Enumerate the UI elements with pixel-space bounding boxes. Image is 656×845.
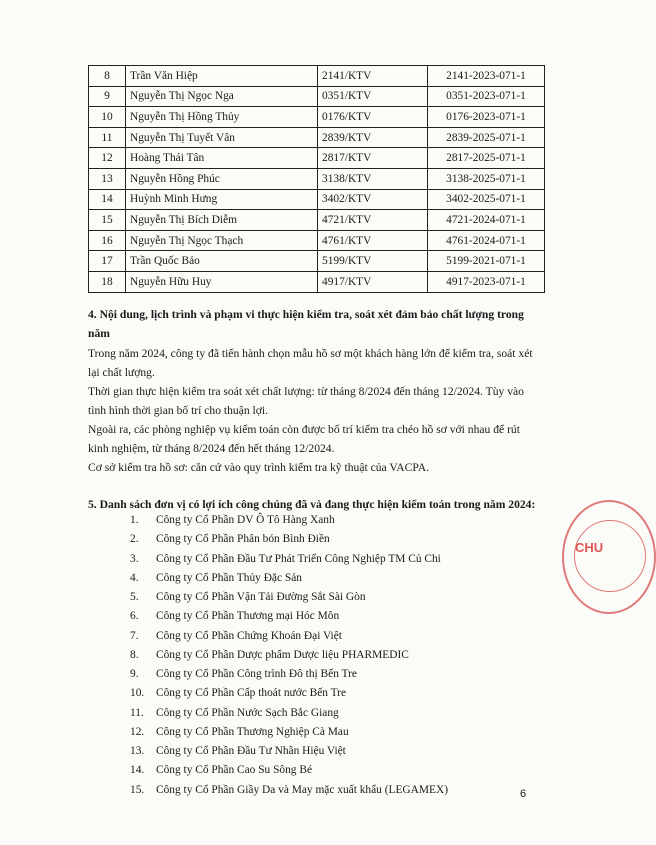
section-4-paragraph-2: Thời gian thực hiện kiểm tra soát xét chất lượng: từ tháng 8/2024 đến tháng 12/2024. Tùy vào tình hình thời gian bố trí cho thuận lợi. bbox=[88, 385, 524, 417]
row-number: 17 bbox=[89, 251, 126, 272]
company-list-number: 6. bbox=[130, 610, 139, 623]
row-number: 15 bbox=[89, 210, 126, 231]
company-name: Công ty Cổ Phần DV Ô Tô Hàng Xanh bbox=[156, 514, 335, 526]
auditor-name: Nguyễn Thị Ngọc Nga bbox=[126, 86, 318, 107]
auditor-name: Nguyễn Thị Tuyết Vân bbox=[126, 127, 318, 148]
certificate-number: 3402/KTV bbox=[318, 189, 428, 210]
company-list-item bbox=[130, 646, 448, 665]
certificate-number: 2839/KTV bbox=[318, 127, 428, 148]
company-list-number: 5. bbox=[130, 591, 139, 603]
registration-code: 0176-2023-071-1 bbox=[428, 107, 545, 128]
company-name: Công ty Cổ Phần Công trình Đô thị Bến Tre bbox=[156, 668, 357, 680]
certificate-number: 5199/KTV bbox=[318, 251, 428, 272]
company-list-item bbox=[130, 761, 448, 780]
auditor-name: Trần Quốc Bảo bbox=[126, 251, 318, 272]
auditor-row bbox=[89, 210, 545, 231]
company-name: Công ty Cổ Phần Đầu Tư Phát Triển Công Nghiệp TM Củ Chi bbox=[156, 552, 441, 565]
company-stamp-inner-ring bbox=[574, 520, 646, 592]
auditor-row bbox=[89, 66, 545, 87]
company-name: Công ty Cổ Phần Cấp thoát nước Bến Tre bbox=[156, 687, 347, 700]
company-list-number: 14. bbox=[130, 764, 145, 777]
row-number: 16 bbox=[89, 230, 126, 251]
company-stamp-text: CHU bbox=[575, 540, 604, 555]
company-name: Công ty Cổ Phần Vận Tải Đường Sắt Sài Gòn bbox=[156, 591, 366, 603]
auditor-name: Nguyễn Hồng Phúc bbox=[126, 168, 318, 189]
page-number: 6 bbox=[520, 788, 527, 800]
certificate-number: 0351/KTV bbox=[318, 86, 428, 107]
auditor-row bbox=[89, 230, 545, 251]
company-name: Công ty Cổ Phần Chứng Khoán Đại Việt bbox=[156, 629, 342, 642]
company-list-number: 2. bbox=[130, 533, 139, 546]
auditor-name: Nguyễn Thị Bích Diễm bbox=[126, 210, 318, 231]
registration-code: 4721-2024-071-1 bbox=[428, 210, 545, 231]
row-number: 10 bbox=[89, 107, 126, 128]
section-5-heading: 5. Danh sách đơn vị có lợi ích công chúng đã và đang thực hiện kiểm toán trong năm 2024: bbox=[88, 498, 536, 511]
company-list-number: 3. bbox=[130, 552, 139, 565]
company-name: Công ty Cổ Phần Thương mại Hóc Môn bbox=[156, 610, 340, 623]
company-name: Công ty Cổ Phần Giầy Da và May mặc xuất khẩu (LEGAMEX) bbox=[156, 783, 448, 796]
auditor-name: Trần Văn Hiệp bbox=[126, 66, 318, 87]
row-number: 14 bbox=[89, 189, 126, 210]
company-name: Công ty Cổ Phần Nước Sạch Bắc Giang bbox=[156, 706, 339, 719]
company-list-item bbox=[130, 511, 448, 530]
certificate-number: 2817/KTV bbox=[318, 148, 428, 169]
company-list-item bbox=[130, 742, 448, 761]
auditor-row bbox=[89, 251, 545, 272]
company-name: Công ty Cổ Phần Phân bón Bình Điền bbox=[156, 533, 330, 546]
certificate-number: 0176/KTV bbox=[318, 107, 428, 128]
row-number: 12 bbox=[89, 148, 126, 169]
company-name: Công ty Cổ Phần Thủy Đặc Sản bbox=[156, 571, 302, 584]
auditor-row bbox=[89, 271, 545, 292]
company-list-item bbox=[130, 665, 448, 684]
registration-code: 2839-2025-071-1 bbox=[428, 127, 545, 148]
company-list-item bbox=[130, 607, 448, 626]
section-4-heading: 4. Nội dung, lịch trình và phạm vi thực hiện kiểm tra, soát xét đảm bảo chất lượng trong năm bbox=[88, 308, 524, 340]
registration-code: 2817-2025-071-1 bbox=[428, 148, 545, 169]
company-list-item bbox=[130, 588, 448, 607]
auditor-name: Nguyễn Hữu Huy bbox=[126, 271, 318, 292]
company-list-item bbox=[130, 530, 448, 549]
company-list-item bbox=[130, 704, 448, 723]
auditor-row bbox=[89, 86, 545, 107]
company-name: Công ty Cổ Phần Thương Nghiệp Cà Mau bbox=[156, 725, 349, 738]
auditor-table bbox=[88, 65, 545, 293]
auditor-row bbox=[89, 168, 545, 189]
auditor-name: Hoàng Thái Tân bbox=[126, 148, 318, 169]
auditor-name: Nguyễn Thị Hồng Thủy bbox=[126, 107, 318, 128]
auditor-row bbox=[89, 189, 545, 210]
row-number: 13 bbox=[89, 168, 126, 189]
certificate-number: 4721/KTV bbox=[318, 210, 428, 231]
registration-code: 0351-2023-071-1 bbox=[428, 86, 545, 107]
company-list-number: 9. bbox=[130, 668, 139, 680]
company-list-number: 4. bbox=[130, 571, 139, 584]
auditor-row bbox=[89, 107, 545, 128]
company-list-item bbox=[130, 627, 448, 646]
company-list-number: 10. bbox=[130, 687, 145, 700]
row-number: 18 bbox=[89, 271, 126, 292]
company-name: Công ty Cổ Phần Cao Su Sông Bé bbox=[156, 764, 313, 777]
company-list-number: 1. bbox=[130, 514, 139, 526]
row-number: 8 bbox=[89, 66, 126, 87]
registration-code: 3402-2025-071-1 bbox=[428, 189, 545, 210]
company-list-item bbox=[130, 684, 448, 703]
auditor-row bbox=[89, 127, 545, 148]
row-number: 11 bbox=[89, 127, 126, 148]
auditor-name: Nguyễn Thị Ngọc Thạch bbox=[126, 230, 318, 251]
auditor-row bbox=[89, 148, 545, 169]
company-list-item bbox=[130, 723, 448, 742]
company-list-number: 7. bbox=[130, 629, 139, 642]
company-list-item bbox=[130, 550, 448, 569]
registration-code: 4917-2023-071-1 bbox=[428, 271, 545, 292]
section-4-paragraph-3: Ngoài ra, các phòng nghiệp vụ kiểm toán còn được bố trí kiểm tra chéo hồ sơ với nhau để rút kinh nghiệm, từ tháng 8/2024 đến hết tháng 12/2024. bbox=[88, 423, 520, 455]
company-list-number: 12. bbox=[130, 725, 145, 738]
certificate-number: 2141/KTV bbox=[318, 66, 428, 87]
section-4-paragraph-4: Cơ sở kiểm tra hồ sơ: căn cứ vào quy trình kiểm tra kỹ thuật của VACPA. bbox=[88, 461, 429, 474]
registration-code: 5199-2021-071-1 bbox=[428, 251, 545, 272]
registration-code: 2141-2023-071-1 bbox=[428, 66, 545, 87]
company-list-number: 13. bbox=[130, 745, 145, 757]
company-list-item bbox=[130, 569, 448, 588]
company-list-number: 11. bbox=[130, 706, 144, 719]
company-list-number: 15. bbox=[130, 783, 145, 796]
row-number: 9 bbox=[89, 86, 126, 107]
certificate-number: 3138/KTV bbox=[318, 168, 428, 189]
registration-code: 4761-2024-071-1 bbox=[428, 230, 545, 251]
auditor-name: Huỳnh Minh Hưng bbox=[126, 189, 318, 210]
company-list-item bbox=[130, 781, 448, 800]
company-name: Công ty Cổ Phần Đầu Tư Nhãn Hiệu Việt bbox=[156, 745, 346, 757]
certificate-number: 4761/KTV bbox=[318, 230, 428, 251]
company-list bbox=[130, 511, 448, 800]
registration-code: 3138-2025-071-1 bbox=[428, 168, 545, 189]
company-name: Công ty Cổ Phần Dược phẩm Dược liệu PHARMEDIC bbox=[156, 648, 409, 661]
section-4-paragraph-1: Trong năm 2024, công ty đã tiến hành chọn mẫu hồ sơ một khách hàng lớn để kiểm tra, soát xét lại chất lượng. bbox=[88, 347, 533, 379]
company-list-number: 8. bbox=[130, 648, 139, 661]
certificate-number: 4917/KTV bbox=[318, 271, 428, 292]
